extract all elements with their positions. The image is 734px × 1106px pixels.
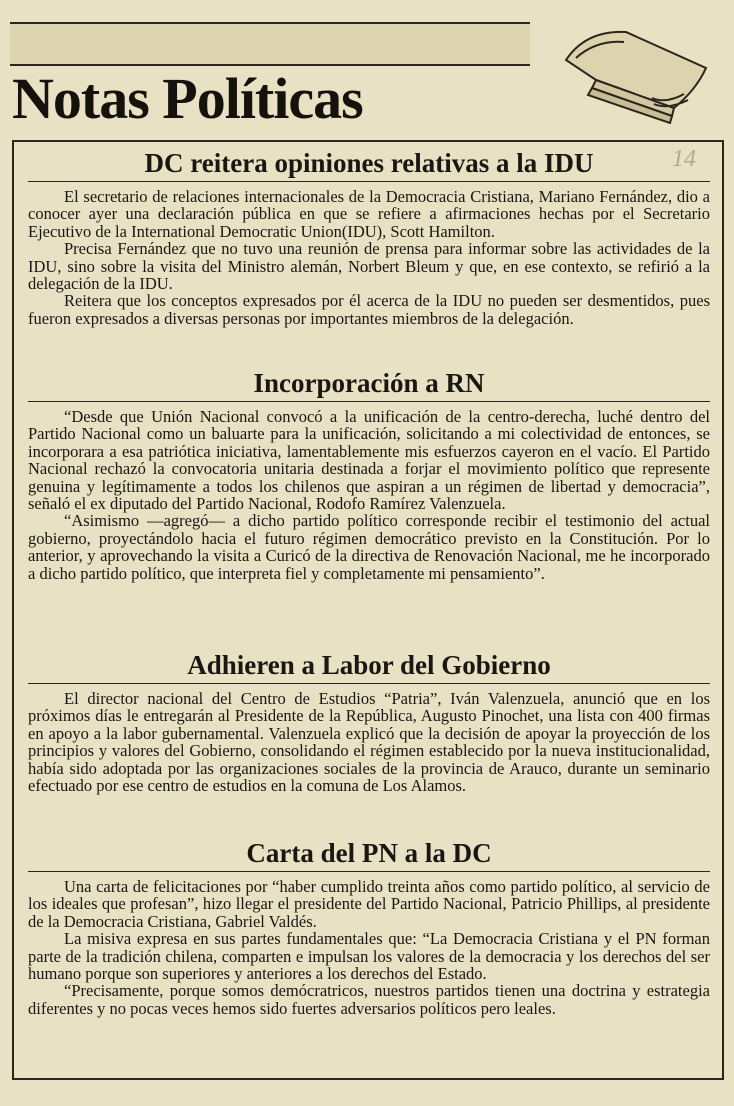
header-band <box>10 22 530 66</box>
headline-rule <box>28 871 710 872</box>
article-paragraph: “Asimismo —agregó— a dicho partido político corresponde recibir el testimonio del actual gobierno, proyectándolo hacia el futuro régimen democrático previsto en la Constitución. Por lo anterior, y aprovechando la visita a Curicó de la directiva de Renovación Nacional, me he incorporado a dicho partido político, que interpreta fiel y completamente mi pensamiento”. <box>28 511 710 583</box>
article-dc-idu <box>28 147 710 327</box>
article-paragraph: El director nacional del Centro de Estudios “Patria”, Iván Valenzuela, anunció que en los próximos días le entregarán al Presidente de la República, Augusto Pinochet, una lista con 400 firmas en apoyo a la labor gubernamental. Valenzuela explicó que la decisión de apoyar la proyección de los principios y valores del Gobierno, consolidando el régimen establecido por la nueva institucionalidad, había sido adoptada por las organizaciones sociales de la provincia de Arauco, durante un seminario efectuado por ese centro de estudios en la comuna de Los Alamos. <box>28 689 710 796</box>
article-incorporacion-rn <box>28 367 710 582</box>
headline-rule <box>28 401 710 402</box>
article-paragraph: El secretario de relaciones internacionales de la Democracia Cristiana, Mariano Fernández, dio a conocer ayer una declaración pública en que se refiere a afirmaciones hechas por el Secretario Ejecutivo de la International Democratic Union(IDU), Scott Hamilton. <box>28 187 710 241</box>
article-headline: Carta del PN a la DC <box>246 838 492 868</box>
handwritten-mark-icon: 14 <box>672 146 696 172</box>
article-paragraph: Precisa Fernández que no tuvo una reunión de prensa para informar sobre las actividades de la IDU, sino sobre la visita del Ministro alemán, Norbert Bleum y que, en ese contexto, se refirió a la delegación de la IDU. <box>28 239 710 294</box>
article-headline: Incorporación a RN <box>253 368 485 398</box>
article-headline: DC reitera opiniones relativas a la IDU <box>144 148 594 178</box>
headline-rule <box>28 683 710 684</box>
article-paragraph: “Precisamente, porque somos demócratricos, nuestros partidos tienen una doctrina y estrategia diferentes y no pocas veces hemos sido fuertes adversarios políticos pero leales. <box>28 981 710 1018</box>
article-headline: Adhieren a Labor del Gobierno <box>187 650 551 680</box>
newspaper-stack-icon <box>556 20 716 132</box>
article-paragraph: Una carta de felicitaciones por “haber cumplido treinta años como partido político, al servicio de los ideales que profesan”, hizo llegar el presidente del Partido Nacional, Patricio Phillips, al presidente de la Democracia Cristiana, Gabriel Valdés. <box>28 877 710 931</box>
masthead-title: Notas Políticas <box>12 66 363 131</box>
article-carta-pn-dc <box>28 837 710 1017</box>
article-paragraph: “Desde que Unión Nacional convocó a la unificación de la centro-derecha, luché dentro del Partido Nacional como un baluarte para la unificación, solicitando a mi colectividad de entonces, se incorporara a esa patriótica iniciativa, lamentablemente mis esfuerzos cayeron en el vacío. El Partido Nacional rechazó la convocatoria unitaria destinada a forjar el movimiento político que represente genuina y legítimamente a todos los chilenos que aspiran a un régimen de libertad y democracia”, señaló el ex diputado del Partido Nacional, Rodofo Ramírez Valenzuela. <box>28 407 710 514</box>
article-paragraph: Reitera que los conceptos expresados por él acerca de la IDU no pueden ser desmentidos, pues fueron expresados a diversas personas por importantes miembros de la delegación. <box>28 291 710 328</box>
article-paragraph: La misiva expresa en sus partes fundamentales que: “La Democracia Cristiana y el PN forman parte de la tradición chilena, comparten e impulsan los valores de la democracia y los derechos del ser humano porque son superiores y anteriores a los derechos del Estado. <box>28 929 710 984</box>
article-adhieren-gobierno <box>28 649 710 794</box>
headline-rule <box>28 181 710 182</box>
